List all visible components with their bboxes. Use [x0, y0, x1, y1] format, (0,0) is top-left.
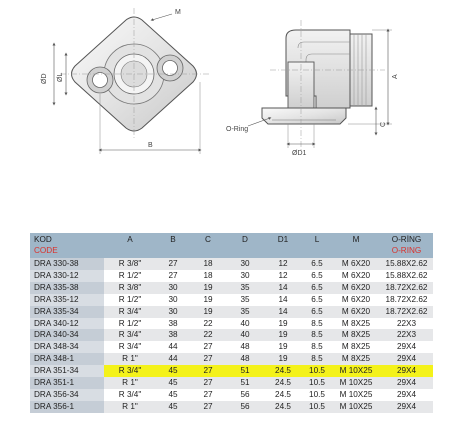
table-cell: 22X3 — [380, 329, 433, 341]
table-cell: 24.5 — [264, 377, 302, 389]
table-cell: 12 — [264, 258, 302, 270]
table-cell: 30 — [156, 306, 190, 318]
column-header — [190, 233, 226, 258]
table-cell: R 1/2" — [104, 270, 156, 282]
column-header — [156, 233, 190, 258]
column-header — [264, 233, 302, 258]
table-cell: M 6X20 — [332, 270, 380, 282]
label-c: C — [380, 121, 387, 127]
table-cell: R 3/4" — [104, 329, 156, 341]
table-cell: 35 — [226, 294, 264, 306]
column-header-label: L — [314, 235, 320, 244]
table-cell: 35 — [226, 306, 264, 318]
column-header-label: D — [242, 235, 248, 244]
table-cell: 18 — [190, 270, 226, 282]
table-row — [30, 294, 433, 306]
table-cell: 29X4 — [380, 377, 433, 389]
table-cell: 18 — [190, 258, 226, 270]
label-oring: O-Ring — [226, 126, 249, 133]
table-row — [30, 329, 433, 341]
table-cell: 24.5 — [264, 365, 302, 377]
table-cell: M 10X25 — [332, 377, 380, 389]
table-row — [30, 341, 433, 353]
table-cell: DRA 335-38 — [30, 282, 104, 294]
table-cell: M 8X25 — [332, 329, 380, 341]
table-cell: DRA 330-38 — [30, 258, 104, 270]
table-cell: M 10X25 — [332, 389, 380, 401]
table-cell: 29X4 — [380, 353, 433, 365]
spec-table — [30, 233, 433, 413]
table-cell: 27 — [190, 353, 226, 365]
table-cell: 51 — [226, 365, 264, 377]
label-a: A — [392, 74, 399, 79]
table-cell: 10.5 — [302, 365, 332, 377]
table-row — [30, 377, 433, 389]
table-cell: 14 — [264, 294, 302, 306]
table-cell: DRA 330-12 — [30, 270, 104, 282]
table-cell: 45 — [156, 401, 190, 413]
table-cell: 18.72X2.62 — [380, 282, 433, 294]
table-cell: M 10X25 — [332, 365, 380, 377]
table-cell: 45 — [156, 389, 190, 401]
table-cell: 27 — [156, 270, 190, 282]
table-cell: 29X4 — [380, 365, 433, 377]
table-cell: DRA 348-1 — [30, 353, 104, 365]
table-cell: 44 — [156, 341, 190, 353]
column-header-sublabel: CODE — [34, 246, 58, 255]
table-cell: 27 — [190, 365, 226, 377]
table-cell: 19 — [264, 353, 302, 365]
table-cell: 14 — [264, 282, 302, 294]
table-cell: DRA 351-34 — [30, 365, 104, 377]
table-cell: 30 — [156, 282, 190, 294]
table-cell: 56 — [226, 401, 264, 413]
table-cell: 14 — [264, 306, 302, 318]
table-cell: M 8X25 — [332, 341, 380, 353]
label-d1: ØD1 — [292, 150, 307, 157]
table-cell: 10.5 — [302, 389, 332, 401]
column-header-label: A — [127, 235, 133, 244]
table-cell: 10.5 — [302, 377, 332, 389]
header-row — [30, 233, 433, 258]
table-cell: 6.5 — [302, 294, 332, 306]
table-cell: 12 — [264, 270, 302, 282]
table-row — [30, 353, 433, 365]
table-cell: 38 — [156, 329, 190, 341]
table-cell: R 3/4" — [104, 389, 156, 401]
table-cell: M 6X20 — [332, 282, 380, 294]
table-cell: R 3/8" — [104, 282, 156, 294]
table-cell: 30 — [226, 270, 264, 282]
table-row — [30, 365, 433, 377]
table-cell: 24.5 — [264, 401, 302, 413]
column-header-label: M — [352, 235, 360, 244]
table-cell: R 1" — [104, 353, 156, 365]
column-header — [30, 233, 104, 258]
table-cell: DRA 335-34 — [30, 306, 104, 318]
table-row — [30, 306, 433, 318]
table-row — [30, 258, 433, 270]
table-cell: 19 — [190, 306, 226, 318]
table-cell: M 6X20 — [332, 258, 380, 270]
table-cell: 40 — [226, 318, 264, 330]
table-cell: 30 — [226, 258, 264, 270]
table-cell: 8.5 — [302, 318, 332, 330]
table-cell: 22 — [190, 329, 226, 341]
table-cell: 38 — [156, 318, 190, 330]
table-cell: 51 — [226, 377, 264, 389]
table-cell: 6.5 — [302, 258, 332, 270]
table-row — [30, 270, 433, 282]
technical-drawing — [0, 0, 450, 210]
table-cell: 27 — [190, 389, 226, 401]
table-cell: 44 — [156, 353, 190, 365]
table-cell: 56 — [226, 389, 264, 401]
column-header-label: C — [205, 235, 211, 244]
table-cell: R 1" — [104, 401, 156, 413]
column-header — [302, 233, 332, 258]
column-header-sublabel: O-RING — [391, 246, 422, 255]
table-cell: 10.5 — [302, 401, 332, 413]
table-header — [30, 233, 433, 258]
table-cell: 19 — [264, 329, 302, 341]
table-cell: 6.5 — [302, 282, 332, 294]
table-cell: 22X3 — [380, 318, 433, 330]
table-cell: 27 — [190, 401, 226, 413]
table-cell: DRA 348-34 — [30, 341, 104, 353]
label-d: ØD — [41, 73, 48, 84]
table-row — [30, 318, 433, 330]
table-cell: M 10X25 — [332, 401, 380, 413]
table-cell: 48 — [226, 341, 264, 353]
table-cell: M 8X25 — [332, 353, 380, 365]
table-cell: R 3/4" — [104, 341, 156, 353]
table-cell: 19 — [190, 294, 226, 306]
column-header — [332, 233, 380, 258]
table-cell: R 3/4" — [104, 365, 156, 377]
table-cell: DRA 335-12 — [30, 294, 104, 306]
table-cell: 19 — [264, 318, 302, 330]
label-b: B — [148, 142, 153, 149]
table-cell: 15.88X2.62 — [380, 258, 433, 270]
table-cell: 6.5 — [302, 306, 332, 318]
table-cell: R 3/4" — [104, 306, 156, 318]
table-cell: 18.72X2.62 — [380, 306, 433, 318]
table-cell: 15.88X2.62 — [380, 270, 433, 282]
table-row — [30, 389, 433, 401]
label-m: M — [175, 9, 181, 16]
column-header — [104, 233, 156, 258]
table-body — [30, 258, 433, 413]
table-cell: 6.5 — [302, 270, 332, 282]
table-cell: DRA 340-12 — [30, 318, 104, 330]
table-cell: DRA 356-34 — [30, 389, 104, 401]
table-cell: R 1/2" — [104, 294, 156, 306]
table-cell: 8.5 — [302, 353, 332, 365]
front-view — [54, 8, 210, 154]
table-cell: 35 — [226, 282, 264, 294]
side-view — [248, 20, 392, 150]
table-cell: DRA 356-1 — [30, 401, 104, 413]
table-row — [30, 282, 433, 294]
table-cell: 40 — [226, 329, 264, 341]
table-cell: 30 — [156, 294, 190, 306]
table-cell: M 6X20 — [332, 294, 380, 306]
table-cell: R 3/8" — [104, 258, 156, 270]
table-cell: 29X4 — [380, 401, 433, 413]
table-cell: 8.5 — [302, 341, 332, 353]
table-cell: 8.5 — [302, 329, 332, 341]
column-header — [226, 233, 264, 258]
table-cell: 29X4 — [380, 341, 433, 353]
table-cell: 24.5 — [264, 389, 302, 401]
column-header-label: O-RİNG — [391, 235, 422, 244]
table-cell: R 1/2" — [104, 318, 156, 330]
table-cell: M 6X20 — [332, 306, 380, 318]
table-cell: 18.72X2.62 — [380, 294, 433, 306]
table-cell: 45 — [156, 377, 190, 389]
label-l: ØL — [57, 72, 64, 82]
table-cell: DRA 340-34 — [30, 329, 104, 341]
table-cell: 22 — [190, 318, 226, 330]
table-cell: 27 — [156, 258, 190, 270]
table-cell: 19 — [190, 282, 226, 294]
table-cell: DRA 351-1 — [30, 377, 104, 389]
table-cell: M 8X25 — [332, 318, 380, 330]
table-cell: 27 — [190, 377, 226, 389]
column-header-label: B — [170, 235, 176, 244]
table-cell: 19 — [264, 341, 302, 353]
column-header — [380, 233, 433, 258]
table-cell: 45 — [156, 365, 190, 377]
table-row — [30, 401, 433, 413]
column-header-label: D1 — [277, 235, 289, 244]
table-cell: 27 — [190, 341, 226, 353]
column-header-label: KOD — [34, 235, 52, 244]
table-cell: R 1" — [104, 377, 156, 389]
table-cell: 48 — [226, 353, 264, 365]
table-cell: 29X4 — [380, 389, 433, 401]
